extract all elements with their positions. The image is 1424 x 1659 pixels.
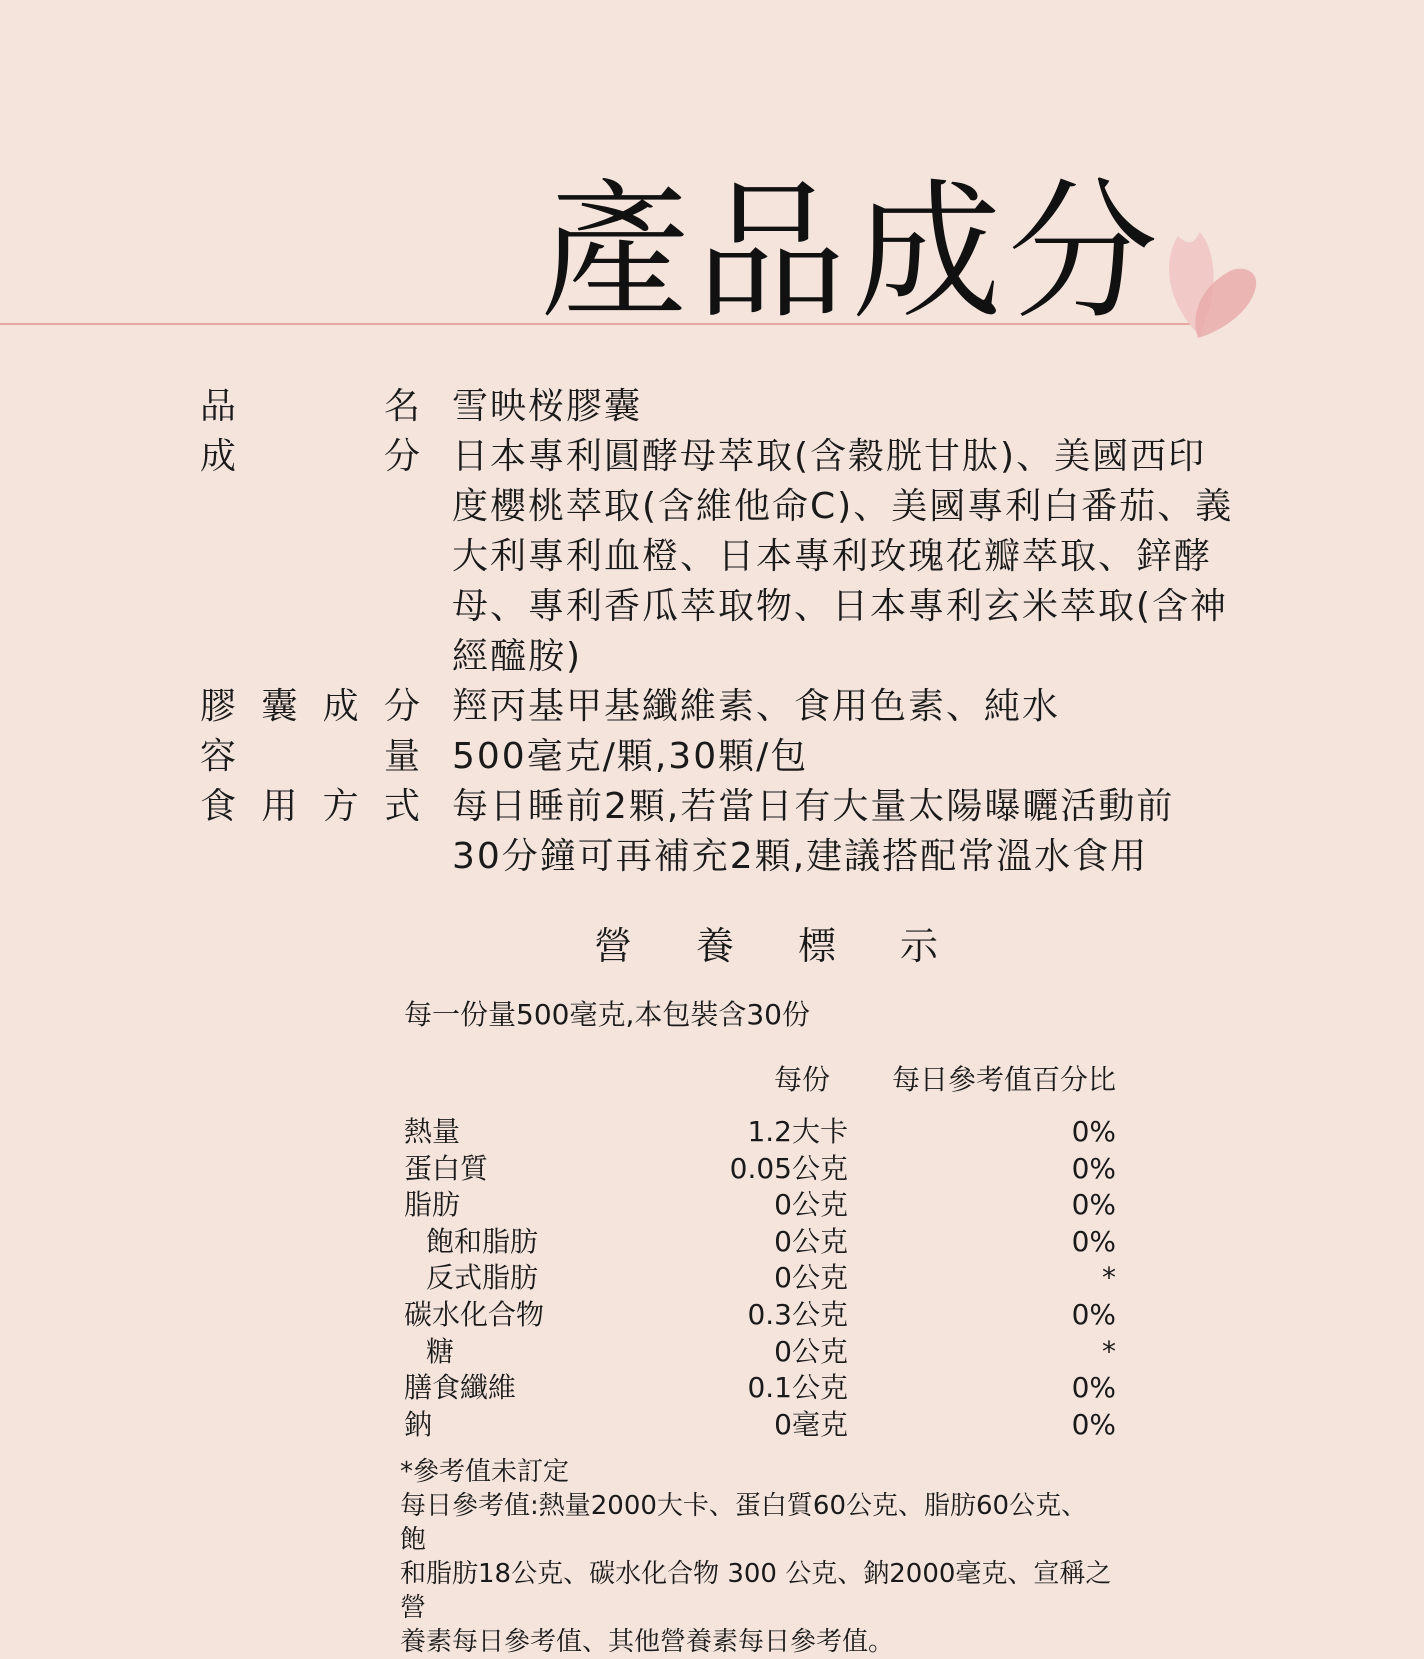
info-label-char: 方 [322, 786, 361, 827]
nutrient-daily-pct: 0% [1071, 1407, 1116, 1441]
nutrient-amount: 0.1公克 [747, 1371, 848, 1405]
info-value-line: 羥丙基甲基纖維素、食用色素、純水 [452, 686, 1061, 727]
info-value-line: 30分鐘可再補充2顆,建議搭配常溫水食用 [452, 836, 1149, 877]
info-label-char: 用 [261, 786, 300, 827]
nutrient-name: 飽和脂肪 [426, 1224, 539, 1258]
nutrition-row [404, 1187, 1116, 1224]
daily-value-header: 每日參考值百分比 [891, 1063, 1116, 1096]
info-label-char: 名 [383, 386, 422, 427]
info-label [200, 382, 422, 432]
footnote-line: 和脂肪18公克、碳水化合物 300 公克、鈉2000毫克、宣稱之營 [400, 1559, 1112, 1623]
nutrient-name: 熱量 [404, 1115, 461, 1148]
nutrient-daily-pct: 0% [1071, 1115, 1116, 1148]
nutrition-row [404, 1224, 1116, 1261]
nutrition-title: 營養標示 [594, 924, 1003, 968]
nutrient-name: 膳食纖維 [404, 1371, 517, 1405]
per-serving-header: 每份 [774, 1063, 831, 1096]
info-label [200, 782, 422, 882]
nutrient-amount: 0.3公克 [747, 1297, 848, 1331]
nutrient-amount: 0公克 [774, 1261, 848, 1295]
nutrition-row [404, 1260, 1116, 1297]
nutrient-name: 碳水化合物 [404, 1297, 545, 1331]
info-value-line: 經醯胺) [452, 636, 583, 677]
nutrient-amount: 0公克 [774, 1224, 848, 1258]
info-value [452, 432, 1340, 682]
nutrient-daily-pct: 0% [1071, 1188, 1116, 1222]
nutrition-row [404, 1114, 1116, 1151]
info-value-line: 度櫻桃萃取(含維他命C)、美國專利白番茄、義 [452, 486, 1234, 527]
nutrient-daily-pct: * [1102, 1334, 1116, 1368]
info-label-char: 膠 [200, 686, 239, 727]
info-label-char: 分 [383, 686, 422, 727]
nutrient-name: 鈉 [404, 1407, 433, 1441]
footnote-line: 養素每日參考值、其他營養素每日參考值。 [400, 1627, 895, 1657]
info-label-char: 分 [383, 436, 422, 477]
nutrition-row [404, 1370, 1116, 1407]
nutrient-name: 脂肪 [404, 1188, 461, 1222]
info-row [200, 382, 1340, 432]
info-value-line: 500毫克/顆,30顆/包 [452, 736, 809, 777]
info-value-line: 母、專利香瓜萃取物、日本專利玄米萃取(含神 [452, 586, 1229, 627]
info-value-line: 大利專利血橙、日本專利玫瑰花瓣萃取、鋅酵 [452, 536, 1213, 577]
nutrient-daily-pct: * [1102, 1261, 1116, 1295]
nutrient-daily-pct: 0% [1071, 1151, 1116, 1185]
info-value-line: 每日睡前2顆,若當日有大量太陽曝曬活動前 [452, 786, 1175, 827]
info-value-line: 雪映桜膠囊 [452, 386, 643, 427]
info-label-char: 食 [200, 786, 239, 827]
info-value [452, 732, 1340, 782]
nutrition-row [404, 1334, 1116, 1371]
serving-size: 每一份量500毫克,本包裝含30份 [404, 998, 810, 1031]
info-value [452, 382, 1340, 432]
info-label-char: 品 [200, 386, 239, 427]
info-value-line: 日本專利圓酵母萃取(含穀胱甘肽)、美國西印 [452, 436, 1207, 477]
info-row [200, 682, 1340, 732]
info-label-char: 容 [200, 736, 239, 777]
page-title: 產品成分 [540, 166, 1165, 340]
nutrient-name: 反式脂肪 [426, 1261, 539, 1295]
info-label-char: 量 [383, 736, 422, 777]
nutrient-amount: 0公克 [774, 1334, 848, 1368]
nutrient-daily-pct: 0% [1071, 1297, 1116, 1331]
info-value [452, 682, 1340, 732]
title-divider [0, 323, 1190, 325]
nutrient-daily-pct: 0% [1071, 1371, 1116, 1405]
info-row [200, 782, 1340, 882]
footnote [400, 1455, 1120, 1659]
info-row [200, 432, 1340, 682]
nutrient-name: 糖 [426, 1334, 455, 1368]
nutrition-row [404, 1407, 1116, 1444]
nutrition-row [404, 1151, 1116, 1188]
nutrient-amount: 1.2大卡 [747, 1115, 848, 1148]
info-label [200, 732, 422, 782]
footnote-star: *參考值未訂定 [400, 1457, 570, 1487]
info-label [200, 682, 422, 732]
nutrient-daily-pct: 0% [1071, 1224, 1116, 1258]
info-row [200, 732, 1340, 782]
info-label [200, 432, 422, 682]
nutrient-name: 蛋白質 [404, 1151, 489, 1185]
info-value [452, 782, 1340, 882]
footnote-line: 每日參考值:熱量2000大卡、蛋白質60公克、脂肪60公克、 飽 [400, 1491, 1088, 1555]
cherry-blossom-petal-icon [1160, 226, 1260, 346]
nutrient-amount: 0.05公克 [729, 1151, 848, 1185]
info-label-char: 成 [322, 686, 361, 727]
nutrient-amount: 0公克 [774, 1188, 848, 1222]
nutrition-table [404, 1114, 1116, 1443]
nutrient-amount: 0毫克 [774, 1407, 848, 1441]
info-label-char: 式 [383, 786, 422, 827]
nutrition-row [404, 1297, 1116, 1334]
info-label-char: 囊 [261, 686, 300, 727]
info-label-char: 成 [200, 436, 239, 477]
product-info [200, 382, 1340, 882]
